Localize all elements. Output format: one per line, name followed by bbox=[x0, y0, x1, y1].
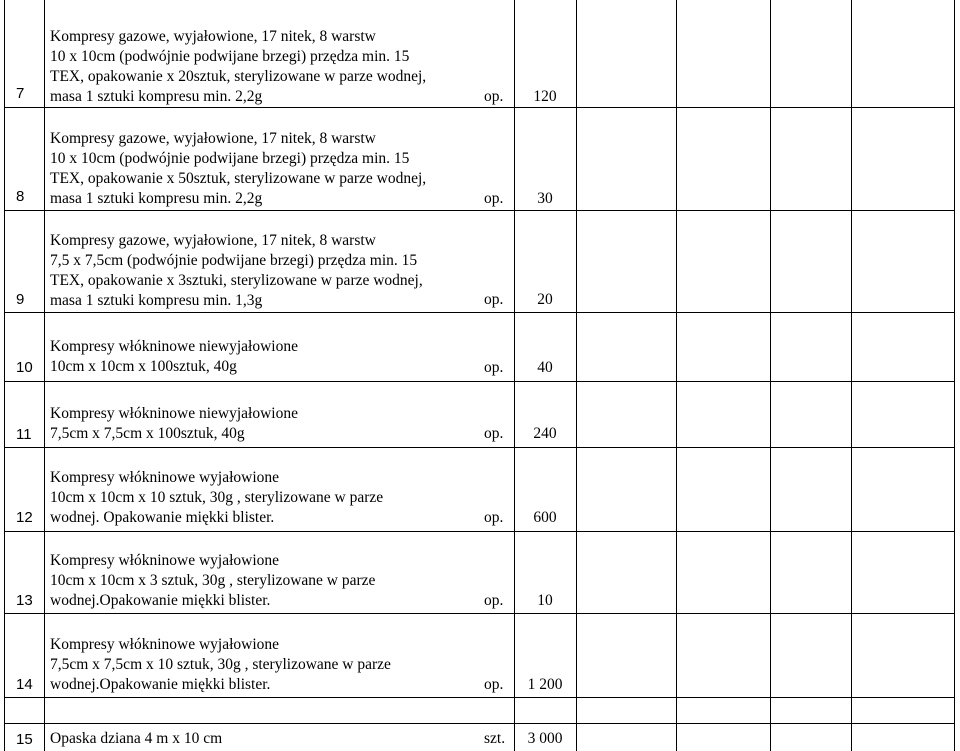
description-line: 7,5cm x 7,5cm x 100sztuk, 40g bbox=[50, 425, 245, 442]
description-line: Kompresy gazowe, wyjałowione, 17 nitek, 8 warstw bbox=[50, 28, 376, 45]
grid-line bbox=[4, 312, 955, 313]
grid-line bbox=[4, 107, 955, 108]
row-number: 13 bbox=[16, 592, 33, 609]
item-description bbox=[50, 468, 470, 528]
description-line: 10cm x 10cm x 3 sztuk, 30g , sterylizowane w parze bbox=[50, 572, 376, 589]
description-line: Kompresy włókninowe niewyjałowione bbox=[50, 405, 298, 422]
unit-label: op. bbox=[484, 425, 504, 442]
description-line: wodnej.Opakowanie miękki blister. bbox=[50, 592, 271, 609]
row-number: 12 bbox=[16, 509, 33, 526]
description-line: masa 1 sztuki kompresu min. 2,2g bbox=[50, 88, 263, 105]
quantity-value: 120 bbox=[533, 88, 557, 105]
description-line: wodnej. Opakowanie miękki blister. bbox=[50, 509, 275, 526]
description-line: Opaska dziana 4 m x 10 cm bbox=[50, 730, 223, 747]
unit-label: op. bbox=[484, 88, 504, 105]
unit-label: op. bbox=[484, 676, 504, 693]
description-line: Kompresy włókninowe wyjałowione bbox=[50, 469, 280, 486]
unit-label: op. bbox=[484, 190, 504, 207]
quantity-value: 1 200 bbox=[527, 676, 563, 693]
grid-line bbox=[4, 531, 955, 532]
item-description bbox=[50, 337, 470, 377]
description-line: 10 x 10cm (podwójnie podwijane brzegi) przędza min. 15 bbox=[50, 150, 410, 167]
grid-line bbox=[4, 697, 955, 698]
item-description bbox=[50, 729, 470, 749]
item-description bbox=[50, 404, 470, 444]
item-description bbox=[50, 129, 470, 209]
description-line: masa 1 sztuki kompresu min. 1,3g bbox=[50, 292, 263, 309]
quantity-value: 20 bbox=[537, 291, 553, 308]
grid-line bbox=[44, 0, 45, 751]
quantity-value: 40 bbox=[537, 359, 553, 376]
item-description bbox=[50, 231, 470, 311]
item-description bbox=[50, 551, 470, 611]
row-number: 8 bbox=[16, 188, 25, 205]
quantity-value: 600 bbox=[533, 509, 557, 526]
grid-line bbox=[4, 381, 955, 382]
description-line: 7,5 x 7,5cm (podwójnie podwijane brzegi) przędza min. 15 bbox=[50, 252, 418, 269]
item-description bbox=[50, 635, 470, 695]
grid-line bbox=[851, 0, 852, 751]
description-line: 10cm x 10cm x 10 sztuk, 30g , sterylizowane w parze bbox=[50, 489, 384, 506]
unit-label: szt. bbox=[484, 730, 506, 747]
item-description bbox=[50, 27, 470, 107]
quantity-value: 10 bbox=[537, 592, 553, 609]
grid-line bbox=[576, 0, 577, 751]
grid-line bbox=[676, 0, 677, 751]
grid-line bbox=[4, 613, 955, 614]
grid-line bbox=[4, 447, 955, 448]
description-line: 7,5cm x 7,5cm x 10 sztuk, 30g , sterylizowane w parze bbox=[50, 656, 391, 673]
description-line: wodnej.Opakowanie miękki blister. bbox=[50, 676, 271, 693]
description-line: 10cm x 10cm x 100sztuk, 40g bbox=[50, 358, 237, 375]
quantity-value: 3 000 bbox=[527, 730, 563, 747]
quantity-value: 240 bbox=[533, 425, 557, 442]
description-line: TEX, opakowanie x 3sztuki, sterylizowane w parze wodnej, bbox=[50, 272, 423, 289]
row-number: 11 bbox=[16, 426, 32, 443]
quantity-value: 30 bbox=[537, 190, 553, 207]
unit-label: op. bbox=[484, 291, 504, 308]
row-number: 7 bbox=[16, 85, 25, 102]
row-number: 15 bbox=[16, 731, 33, 748]
description-line: Kompresy włókninowe niewyjałowione bbox=[50, 338, 298, 355]
description-line: TEX, opakowanie x 20sztuk, sterylizowane w parze wodnej, bbox=[50, 68, 427, 85]
grid-line bbox=[954, 0, 955, 751]
grid-line bbox=[4, 210, 955, 211]
row-number: 9 bbox=[16, 291, 25, 308]
unit-label: op. bbox=[484, 509, 504, 526]
description-line: Kompresy włókninowe wyjałowione bbox=[50, 552, 280, 569]
unit-label: op. bbox=[484, 359, 504, 376]
row-number: 14 bbox=[16, 676, 33, 693]
description-line: Kompresy gazowe, wyjałowione, 17 nitek, 8 warstw bbox=[50, 232, 376, 249]
description-line: masa 1 sztuki kompresu min. 2,2g bbox=[50, 190, 263, 207]
description-line: Kompresy gazowe, wyjałowione, 17 nitek, 8 warstw bbox=[50, 130, 376, 147]
unit-label: op. bbox=[484, 592, 504, 609]
row-number: 10 bbox=[16, 359, 33, 376]
grid-line bbox=[770, 0, 771, 751]
description-line: Kompresy włókninowe wyjałowione bbox=[50, 636, 280, 653]
grid-line bbox=[4, 723, 955, 724]
description-line: TEX, opakowanie x 50sztuk, sterylizowane w parze wodnej, bbox=[50, 170, 427, 187]
description-line: 10 x 10cm (podwójnie podwijane brzegi) przędza min. 15 bbox=[50, 48, 410, 65]
